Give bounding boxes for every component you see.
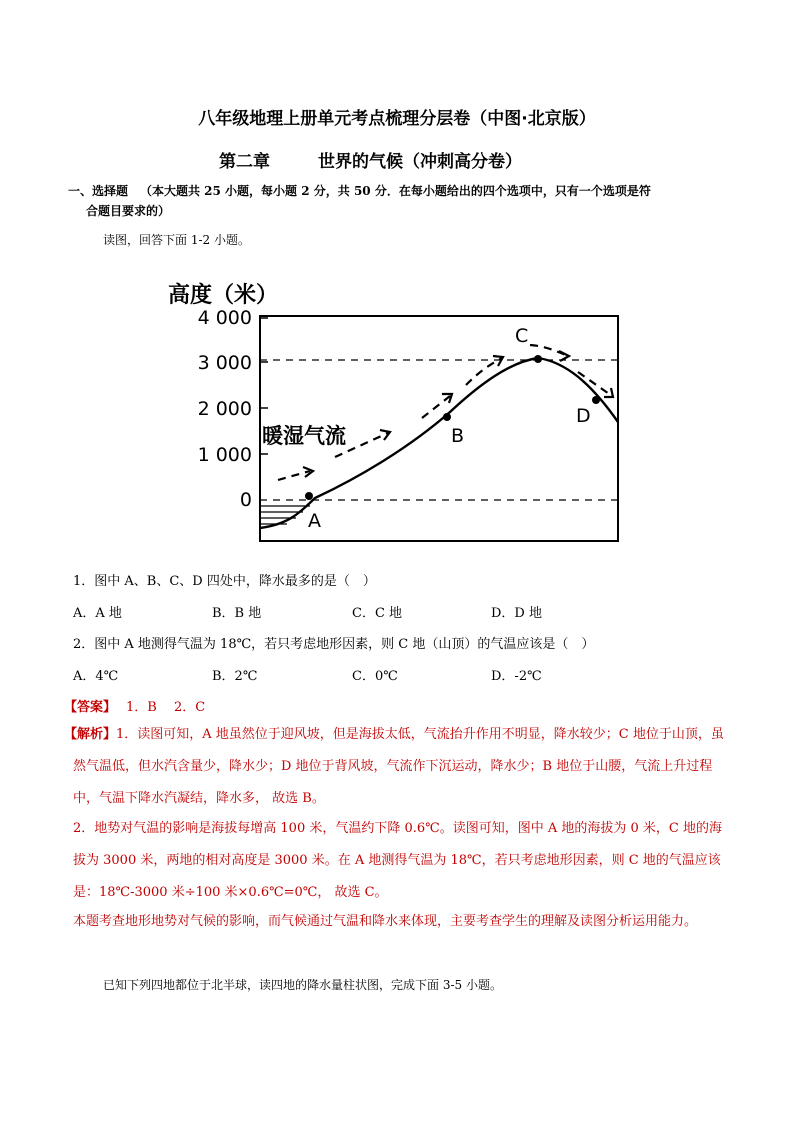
chapter-number: 第二章 bbox=[219, 152, 270, 172]
point-d-label: D bbox=[576, 405, 591, 427]
tick-label-3000: 3 000 bbox=[197, 352, 252, 374]
answer-label: 【答案】 bbox=[64, 700, 117, 715]
question-1-stem: 1．图中 A、B、C、D 四处中，降水最多的是（ ） bbox=[73, 574, 376, 589]
analysis-label: 【解析】 bbox=[64, 727, 117, 742]
point-a-label: A bbox=[308, 510, 321, 532]
point-c-marker bbox=[534, 355, 542, 363]
point-b-marker bbox=[443, 413, 451, 421]
analysis-paragraph-3: 本题考查地形地势对气候的影响，而气候通过气温和降水来体现，主要考查学生的理解及读图分析运用能力。 bbox=[73, 914, 698, 929]
question-1-option-c: C．C 地 bbox=[352, 606, 403, 621]
altitude-airflow-diagram bbox=[160, 272, 630, 552]
section-description-line1: （本大题共 25 小题，每小题 2 分，共 50 分．在每小题给出的四个选项中，只有一个选项是符 bbox=[140, 184, 651, 198]
point-c-label: C bbox=[515, 325, 529, 347]
tick-label-2000: 2 000 bbox=[197, 398, 252, 420]
airflow-label: 暖湿气流 bbox=[262, 424, 346, 448]
point-b-label: B bbox=[451, 425, 465, 447]
analysis-text-1: 1．读图可知，A 地虽然位于迎风坡，但是海拔太低，气流抬升作用不明显，降水较少；C 地位于山顶，虽然气温低，但水汽含量少，降水少；D 地位于背风坡，气流作下沉运动，降水少；B 地位于山腰，气流上升过程中，气温下降水汽凝结，降水多， 故选 B。 bbox=[73, 727, 724, 806]
point-d-marker bbox=[592, 396, 600, 404]
question-1-option-b: B．B 地 bbox=[212, 606, 262, 621]
chapter-title: 世界的气候（冲刺高分卷） bbox=[318, 152, 522, 172]
question-intro: 读图，回答下面 1-2 小题。 bbox=[103, 233, 250, 247]
section-description-line2: 合题目要求的） bbox=[86, 204, 171, 218]
question-2-option-b: B．2℃ bbox=[212, 669, 258, 684]
document-title: 八年级地理上册单元考点梳理分层卷（中图·北京版） bbox=[198, 109, 596, 129]
analysis-paragraph-1 bbox=[64, 719, 725, 815]
point-a-marker bbox=[305, 492, 313, 500]
question-1-option-d: D．D 地 bbox=[491, 606, 542, 621]
tick-label-0: 0 bbox=[239, 489, 252, 511]
answer-text: 1．B 2．C bbox=[126, 700, 206, 715]
analysis-paragraph-2: 2．地势对气温的影响是海拔每增高 100 米，气温约下降 0.6℃。读图可知，图中 A 地的海拔为 0 米，C 地的海拔为 3000 米，两地的相对高度是 3000 米。在 A 地测得气温为 18℃，若只考虑地形因素，则 C 地的气温应该是：18℃-3000 米÷100 米×0.6℃=0℃， 故选 C。 bbox=[73, 821, 722, 900]
tick-label-4000: 4 000 bbox=[197, 307, 252, 329]
question-1-option-a: A．A 地 bbox=[73, 606, 122, 621]
question-2-option-a: A．4℃ bbox=[73, 669, 119, 684]
question-2-option-d: D．-2℃ bbox=[491, 669, 542, 684]
tick-label-1000: 1 000 bbox=[197, 444, 252, 466]
question-2-option-c: C．0℃ bbox=[352, 669, 398, 684]
section-label: 一、选择题 bbox=[68, 184, 129, 198]
y-axis-title: 高度（米） bbox=[168, 283, 279, 308]
y-axis-ticks bbox=[198, 307, 268, 511]
next-question-intro: 已知下列四地都位于北半球，读四地的降水量柱状图，完成下面 3-5 小题。 bbox=[103, 978, 502, 992]
question-2-stem: 2．图中 A 地测得气温为 18℃，若只考虑地形因素，则 C 地（山顶）的气温应该是（ ） bbox=[73, 637, 595, 652]
